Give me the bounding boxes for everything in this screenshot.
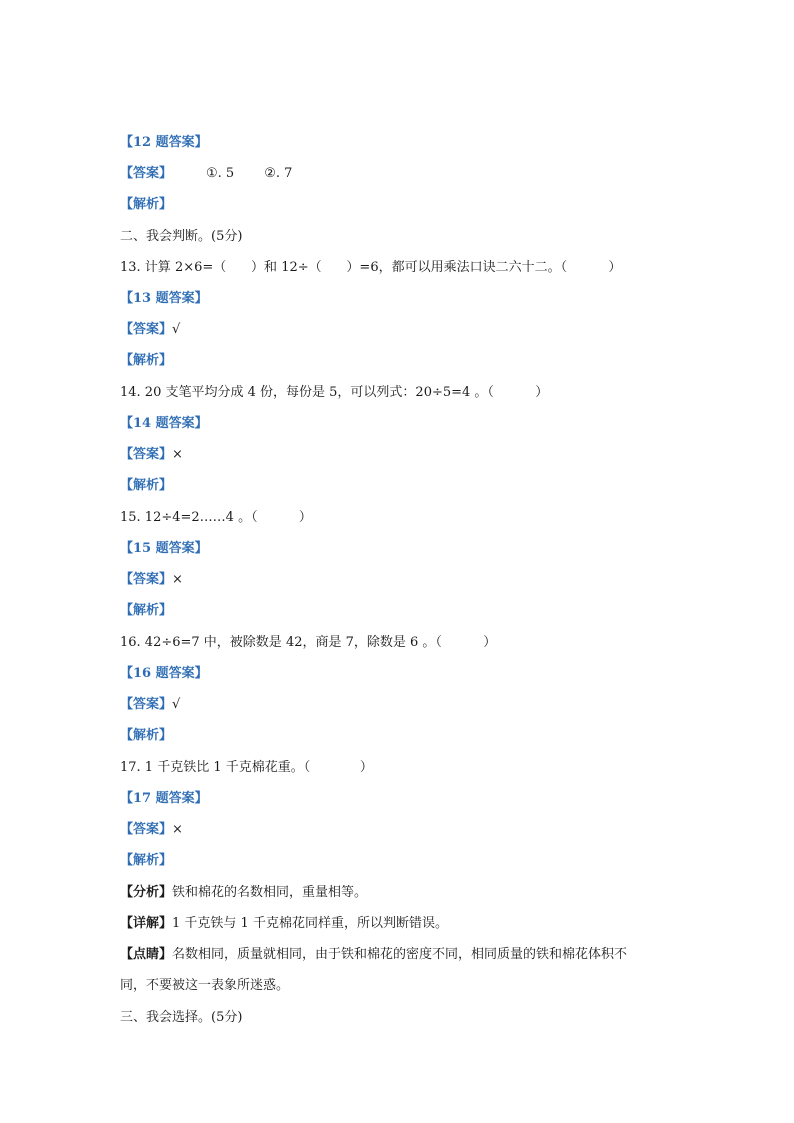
- q14-answer-header: 【14 题答案】: [120, 416, 208, 431]
- q17-analysis-label: 【解析】: [120, 853, 173, 868]
- q14-analysis-label: 【解析】: [120, 478, 173, 493]
- section-3-title: 三、我会选择。(5分): [120, 1010, 243, 1025]
- q13-analysis-label: 【解析】: [120, 353, 173, 368]
- q17-answer-line: 【答案】×: [120, 822, 183, 837]
- q15-answer-header: 【15 题答案】: [120, 541, 208, 556]
- q16-answer-line: 【答案】√: [120, 697, 181, 712]
- q12-answer-2: ②. 7: [264, 166, 293, 181]
- q17-answer-header: 【17 题答案】: [120, 791, 208, 806]
- q17-dianjing: 【点睛】名数相同，质量就相同，由于铁和棉花的密度不同，相同质量的铁和棉花体积不: [120, 947, 628, 962]
- q14-answer-line: 【答案】×: [120, 447, 183, 462]
- q17-xiangjie: 【详解】1 千克铁与 1 千克棉花同样重，所以判断错误。: [120, 916, 448, 931]
- q13-answer-line: 【答案】√: [120, 322, 181, 337]
- q15-analysis-label: 【解析】: [120, 603, 173, 618]
- q13-answer-header: 【13 题答案】: [120, 291, 208, 306]
- answer-label: 【答案】: [120, 166, 173, 181]
- q17-fenxi: 【分析】铁和棉花的名数相同，重量相等。: [120, 885, 368, 900]
- q13-question: 13. 计算 2×6=（ ）和 12÷（ ）=6，都可以用乘法口诀二六十二。（ ）: [120, 260, 622, 275]
- q12-answer-1: ①. 5: [206, 166, 235, 181]
- q12-analysis-label: 【解析】: [120, 197, 173, 212]
- q17-question: 17. 1 千克铁比 1 千克棉花重。（ ）: [120, 760, 373, 775]
- q16-answer-header: 【16 题答案】: [120, 666, 208, 681]
- q13-answer-value: √: [172, 322, 181, 337]
- q12-answer-header: 【12 题答案】: [120, 135, 208, 150]
- q14-question: 14. 20 支笔平均分成 4 份，每份是 5，可以列式：20÷5=4 。（ ）: [120, 385, 549, 400]
- q15-question: 15. 12÷4=2……4 。（ ）: [120, 510, 312, 525]
- q15-answer-value: ×: [172, 572, 183, 587]
- q16-analysis-label: 【解析】: [120, 728, 173, 743]
- q12-answer-line: [120, 165, 292, 183]
- section-2-title: 二、我会判断。(5分): [120, 229, 243, 244]
- q17-dianjing-cont: 同，不要被这一表象所迷惑。: [120, 978, 290, 993]
- q14-answer-value: ×: [172, 447, 183, 462]
- q17-answer-value: ×: [172, 822, 183, 837]
- q16-question: 16. 42÷6=7 中，被除数是 42，商是 7，除数是 6 。（ ）: [120, 635, 497, 650]
- q15-answer-line: 【答案】×: [120, 572, 183, 587]
- q16-answer-value: √: [172, 697, 181, 712]
